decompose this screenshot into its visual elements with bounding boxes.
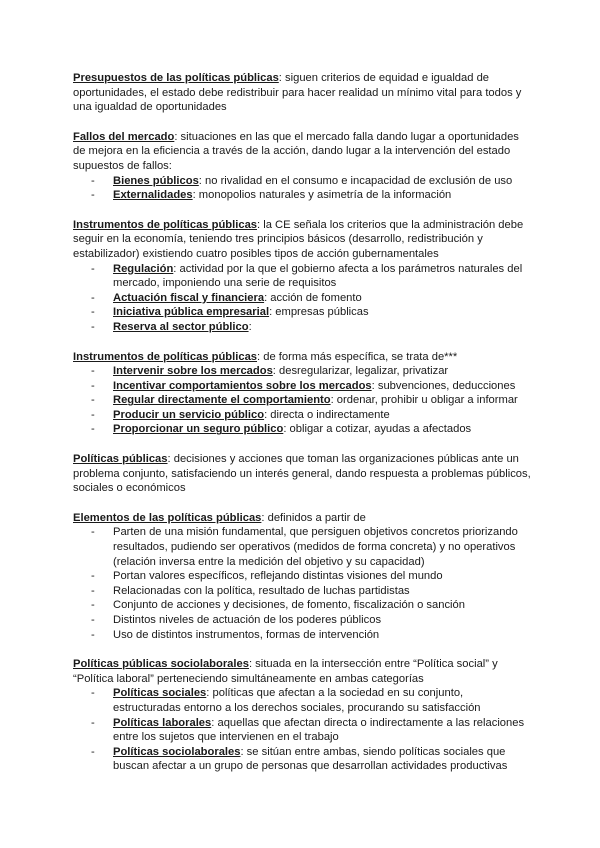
list-item-description: : aquellas que afectan directa o indirectamente a las relaciones entre los sujetos que intervienen en el trabajo (113, 716, 525, 744)
list-item-term: Bienes públicos (113, 174, 199, 187)
section-heading: Elementos de las políticas públicas (73, 511, 262, 524)
list-item-description: : desregularizar, legalizar, privatizar (272, 365, 449, 378)
section-paragraph (73, 71, 533, 115)
list-item-term: Intervenir sobre los mercados (113, 365, 273, 378)
list-item (113, 745, 533, 774)
list-item (113, 598, 533, 613)
dash-list (73, 686, 533, 774)
list-item (113, 188, 533, 203)
list-item (113, 379, 533, 394)
list-item-description: Parten de una misión fundamental, que persiguen objetivos concretos priorizando resultados, pudiendo ser operativos (medidos de forma concreta) y no operativos (relación inversa entre la medición del objetivo y su capacidad) (113, 526, 518, 568)
dash-list (73, 525, 533, 642)
list-item (113, 393, 533, 408)
list-item-description: : no rivalidad en el consumo e incapacidad de exclusión de uso (198, 174, 513, 187)
list-item (113, 525, 533, 569)
section-heading: Fallos del mercado (73, 130, 175, 143)
dash-list (73, 262, 533, 335)
section-heading: Políticas públicas sociolaborales (73, 658, 249, 671)
list-item-term: Proporcionar un seguro público (113, 423, 284, 436)
list-item-description: Relacionadas con la política, resultado de luchas partidistas (113, 584, 410, 597)
list-item-description: : ordenar, prohibir u obligar a informar (330, 394, 518, 407)
section-heading: Instrumentos de políticas públicas (73, 350, 258, 363)
list-item-term: Políticas sociales (113, 687, 207, 700)
list-item-term: Regular directamente el comportamiento (113, 394, 331, 407)
list-item-description: : subvenciones, deducciones (371, 379, 516, 392)
list-item-description: Uso de distintos instrumentos, formas de intervención (113, 628, 380, 641)
section-4 (73, 452, 533, 496)
list-item (113, 422, 533, 437)
section-text: : de forma más específica, se trata de*** (257, 350, 458, 363)
section-text: : situaciones en las que el mercado falla dando lugar a oportunidades de mejora en la eficiencia a través de la acción, dando lugar a la intervención del estado supuestos de fallos: (73, 130, 519, 172)
list-item-description: Portan valores específicos, reflejando distintas visiones del mundo (113, 570, 443, 583)
list-item (113, 305, 533, 320)
list-item (113, 613, 533, 628)
section-6 (73, 657, 533, 774)
list-item (113, 291, 533, 306)
list-item-description: Distintos niveles de actuación de los poderes públicos (113, 614, 382, 626)
list-item-description: : acción de fomento (264, 291, 362, 304)
section-1 (73, 130, 533, 203)
section-heading: Políticas públicas (73, 453, 168, 466)
section-paragraph (73, 657, 533, 686)
list-item-description: : obligar a cotizar, ayudas a afectados (283, 423, 472, 436)
dash-list (73, 174, 533, 203)
section-paragraph (73, 511, 533, 526)
list-item (113, 628, 533, 643)
list-item-description: : directa o indirectamente (264, 408, 390, 421)
list-item (113, 262, 533, 291)
section-0 (73, 71, 533, 115)
section-text: : decisiones y acciones que toman las organizaciones públicas ante un problema conjunto, satisfaciendo un interés general, dando respuesta a problemas públicos, sociales o económicos (73, 453, 531, 495)
list-item-description: : actividad por la que el gobierno afecta a los parámetros naturales del mercado, imponiendo una serie de requisitos (113, 262, 523, 290)
section-paragraph (73, 130, 533, 174)
list-item-term: Políticas sociolaborales (113, 745, 241, 758)
section-text: : definidos a partir de (261, 511, 366, 524)
section-heading: Instrumentos de políticas públicas (73, 218, 258, 231)
section-2 (73, 218, 533, 335)
list-item-term: Actuación fiscal y financiera (113, 291, 265, 304)
list-item-term: Externalidades (113, 189, 193, 202)
section-text: : la CE señala los criterios que la administración debe seguir en la economía, teniendo tres principios básicos (desarrollo, redistribución y estabilizador) existiendo cuatro posibles tipos de acción gubernamentales (73, 218, 524, 260)
list-item (113, 686, 533, 715)
list-item-term: Reserva al sector público (113, 320, 249, 333)
list-item (113, 320, 533, 335)
list-item (113, 174, 533, 189)
list-item (113, 408, 533, 423)
section-paragraph (73, 452, 533, 496)
section-5 (73, 511, 533, 642)
list-item-description: : empresas públicas (269, 306, 369, 319)
list-item-description: : (248, 320, 252, 333)
list-item-term: Iniciativa pública empresarial (113, 306, 270, 319)
list-item-description: : se sitúan entre ambas, siendo políticas sociales que buscan afectar a un grupo de personas que desarrollan actividades productivas (113, 745, 508, 773)
section-paragraph (73, 218, 533, 262)
list-item (113, 716, 533, 745)
section-3 (73, 350, 533, 438)
section-text: : siguen criterios de equidad e igualdad de oportunidades, el estado debe redistribuir para hacer realidad un mínimo vital para todos y una igualdad de oportunidades (73, 72, 522, 114)
list-item (113, 569, 533, 584)
list-item-term: Producir un servicio público (113, 408, 265, 421)
section-text: : situada en la intersección entre “Política social” y “Política laboral” perteneciendo simultáneamente en ambas categorías (73, 658, 498, 685)
section-paragraph (73, 350, 533, 365)
list-item-description: : políticas que afectan a la sociedad en su conjunto, estructuradas entorno a los derechos sociales, procurando su satisfacción (113, 687, 481, 714)
list-item-term: Políticas laborales (113, 716, 212, 729)
list-item-description: : monopolios naturales y asimetría de la información (192, 189, 452, 202)
list-item-description: Conjunto de acciones y decisiones, de fomento, fiscalización o sanción (113, 599, 465, 612)
list-item-term: Regulación (113, 262, 174, 275)
list-item-term: Incentivar comportamientos sobre los mercados (113, 379, 372, 392)
dash-list (73, 364, 533, 437)
document-page (73, 71, 533, 789)
list-item (113, 364, 533, 379)
section-heading: Presupuestos de las políticas públicas (73, 72, 279, 84)
list-item (113, 584, 533, 599)
